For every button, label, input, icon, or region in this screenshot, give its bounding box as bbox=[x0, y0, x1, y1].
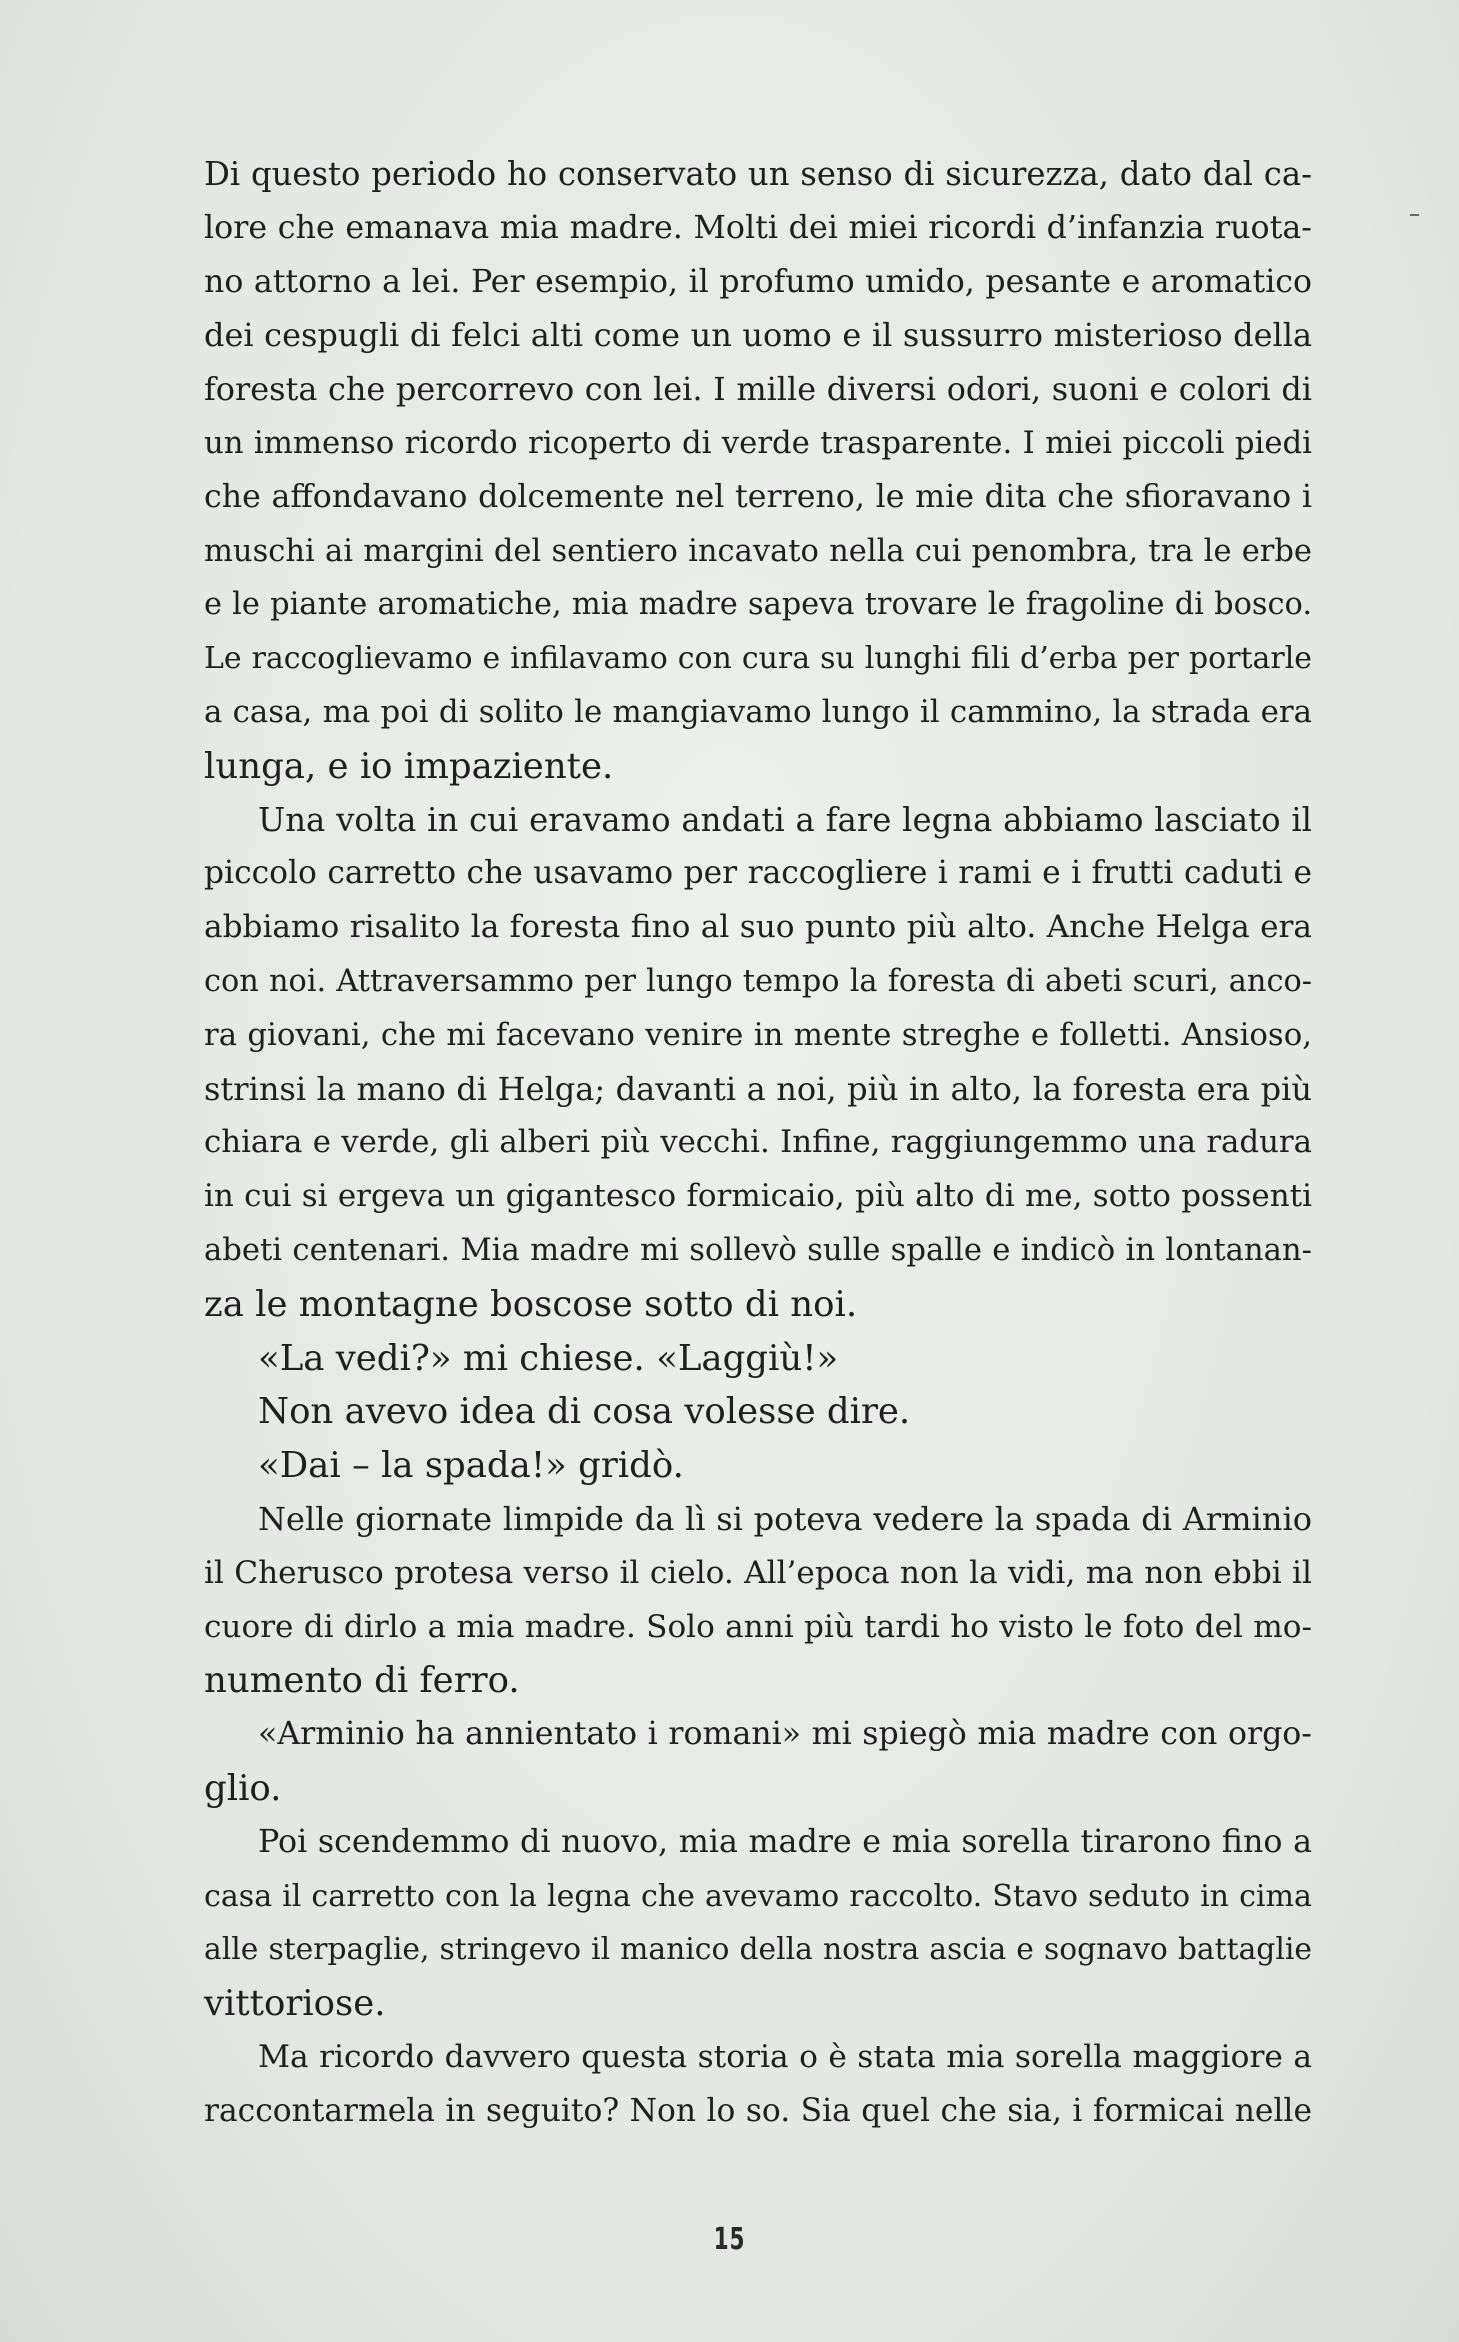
text-line: «Dai – la spada!» gridò. bbox=[258, 1445, 684, 1487]
text-line: Di questo periodo ho conservato un senso di sicurezza, dato dal ca- bbox=[204, 155, 1312, 193]
text-line: a casa, ma poi di solito le mangiavamo lungo il cammino, la strada era bbox=[204, 693, 1312, 730]
text-line: chiara e verde, gli alberi più vecchi. Infine, raggiungemmo una radura bbox=[204, 1124, 1312, 1161]
text-line: Nelle giornate limpide da lì si poteva vedere la spada di Arminio bbox=[258, 1499, 1312, 1538]
text-line: alle sterpaglie, stringevo il manico della nostra ascia e sognavo battaglie bbox=[204, 1932, 1312, 1968]
text-line: cuore di dirlo a mia madre. Solo anni più tardi ho visto le foto del mo- bbox=[204, 1608, 1312, 1645]
text-line: Poi scendemmo di nuovo, mia madre e mia sorella tirarono fino a bbox=[258, 1823, 1312, 1860]
margin-mark bbox=[1410, 214, 1419, 216]
text-line: Una volta in cui eravamo andati a fare legna abbiamo lasciato il bbox=[258, 800, 1312, 839]
text-line: e le piante aromatiche, mia madre sapeva trovare le fragoline di bosco. bbox=[204, 587, 1312, 623]
text-line: un immenso ricordo ricoperto di verde trasparente. I miei piccoli piedi bbox=[204, 424, 1312, 461]
text-line: il Cherusco protesa verso il cielo. All’epoca non la vidi, ma non ebbi il bbox=[204, 1554, 1312, 1591]
text-line: raccontarmela in seguito? Non lo so. Sia quel che sia, i formicai nelle bbox=[204, 2092, 1312, 2129]
text-line: lunga, e io impaziente. bbox=[204, 745, 614, 787]
text-line: vittoriose. bbox=[204, 1983, 386, 2025]
text-line: piccolo carretto che usavamo per raccogliere i rami e i frutti caduti e bbox=[204, 855, 1312, 892]
text-line: strinsi la mano di Helga; davanti a noi, più in alto, la foresta era più bbox=[204, 1069, 1312, 1108]
text-line: casa il carretto con la legna che avevamo raccolto. Stavo seduto in cima bbox=[204, 1878, 1312, 1914]
text-line: numento di ferro. bbox=[204, 1660, 520, 1702]
text-line: lore che emanava mia madre. Molti dei miei ricordi d’infanzia ruota- bbox=[204, 209, 1312, 246]
text-line: foresta che percorrevo con lei. I mille diversi odori, suoni e colori di bbox=[204, 370, 1312, 409]
text-line: in cui si ergeva un gigantesco formicaio, più alto di me, sotto possenti bbox=[204, 1178, 1312, 1215]
text-line: za le montagne boscose sotto di noi. bbox=[204, 1283, 858, 1325]
text-line: «La vedi?» mi chiese. «Laggiù!» bbox=[258, 1337, 839, 1379]
text-line: con noi. Attraversammo per lungo tempo la foresta di abeti scuri, anco- bbox=[204, 963, 1312, 999]
text-line: dei cespugli di felci alti come un uomo e il sussurro misterioso della bbox=[204, 316, 1312, 355]
text-line: no attorno a lei. Per esempio, il profumo umido, pesante e aromatico bbox=[204, 263, 1312, 300]
text-line: muschi ai margini del sentiero incavato nella cui penombra, tra le erbe bbox=[204, 533, 1312, 569]
text-line: abbiamo risalito la foresta fino al suo punto più alto. Anche Helga era bbox=[204, 909, 1312, 946]
text-line: Ma ricordo davvero questa storia o è stata mia sorella maggiore a bbox=[258, 2038, 1312, 2075]
text-line: glio. bbox=[204, 1767, 282, 1809]
page-number: 15 bbox=[713, 2222, 746, 2257]
text-line: che affondavano dolcemente nel terreno, le mie dita che sfioravano i bbox=[204, 478, 1312, 515]
text-line: Non avevo idea di cosa volesse dire. bbox=[258, 1391, 911, 1433]
text-line: ra giovani, che mi facevano venire in mente streghe e folletti. Ansioso, bbox=[204, 1016, 1312, 1053]
text-line: «Arminio ha annientato i romani» mi spiegò mia madre con orgo- bbox=[258, 1716, 1312, 1753]
book-page-text bbox=[204, 148, 1312, 2138]
text-line: abeti centenari. Mia madre mi sollevò sulle spalle e indicò in lontanan- bbox=[204, 1232, 1312, 1268]
text-line: Le raccoglievamo e infilavamo con cura su lunghi fili d’erba per portarle bbox=[204, 641, 1312, 677]
